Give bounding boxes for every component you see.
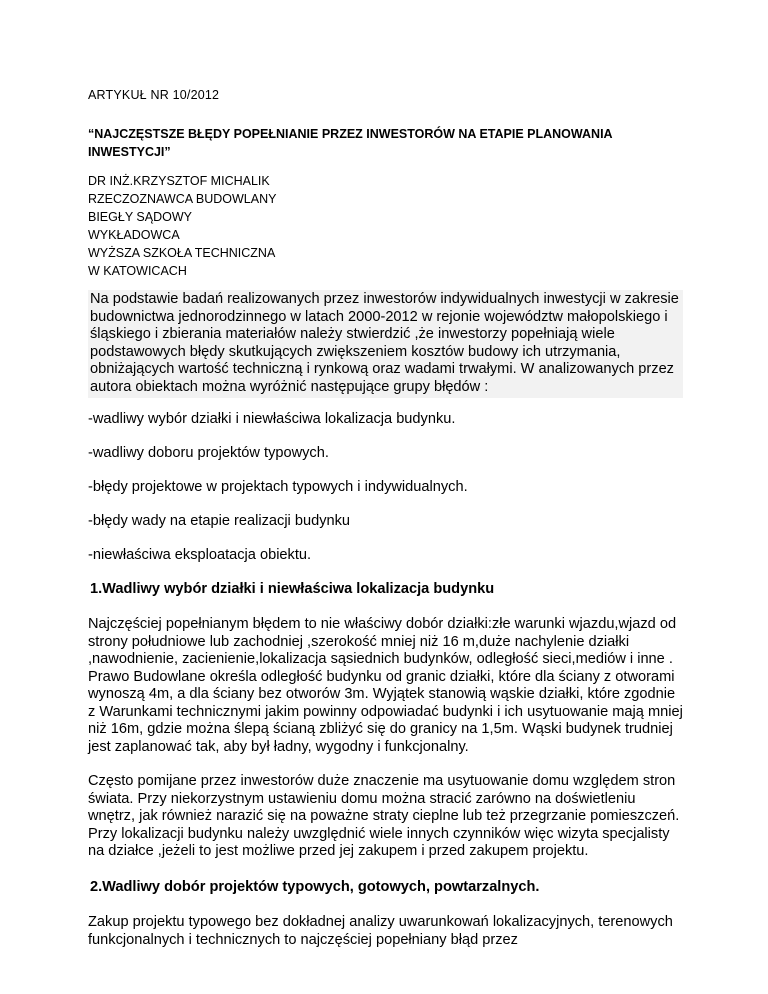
- author-line: RZECZOZNAWCA BUDOWLANY: [88, 192, 277, 206]
- list-item: -niewłaściwa eksploatacja obiektu.: [88, 547, 312, 563]
- author-line: BIEGŁY SĄDOWY: [88, 210, 192, 224]
- section-1-paragraph-1: Najczęściej popełnianym błędem to nie właściwy dobór działki:złe warunki wjazdu,wjazd od strony południowe lub zachodniej ,szerokość mniej niż 16 m,duże nachylenie działki ,nawodnienie, zacienienie,lokalizacja sąsiednich budynków, odległość sieci,mediów i inne . Prawo Budowlane określa odległość budynku od granic działki, które dla ściany z otworami wynoszą 4m, a dla ściany bez otworów 3m. Wyjątek stanowią wąskie działki, które zgodnie z Warunkami technicznymi jakim powinny odpowiadać budynki i ich usytuowanie mają mniej niż 16m, gdzie można ślepą ścianą zbliżyć się do granicy na 1,5m. Wąski budynek trudniej jest zaplanować tak, aby był ładny, wygodny i funkcjonalny.: [88, 616, 683, 755]
- author-line: WYŻSZA SZKOŁA TECHNICZNA: [88, 246, 276, 260]
- list-item: -wadliwy wybór działki i niewłaściwa lokalizacja budynku.: [88, 411, 456, 427]
- list-item: -błędy projektowe w projektach typowych i indywidualnych.: [88, 479, 468, 495]
- section-1-heading: 1.Wadliwy wybór działki i niewłaściwa lokalizacja budynku: [90, 581, 495, 597]
- list-item: -błędy wady na etapie realizacji budynku: [88, 513, 351, 529]
- article-title: “NAJCZĘSTSZE BŁĘDY POPEŁNIANIE PRZEZ INWESTORÓW NA ETAPIE PLANOWANIA INWESTYCJI”: [88, 127, 613, 159]
- section-1-paragraph-2: Często pomijane przez inwestorów duże znaczenie ma usytuowanie domu względem stron świata. Przy niekorzystnym ustawieniu domu można stracić zarówno na doświetleniu wnętrz, jak również narazić się na poważne straty cieplne lub też przegrzanie pomieszczeń. Przy lokalizacji budynku należy uwzględnić wiele innych czynników więc wizyta specjalisty na działce ,jeżeli to jest możliwe przed jej zakupem i przed zakupem projektu.: [88, 773, 680, 859]
- author-line: WYKŁADOWCA: [88, 228, 180, 242]
- author-line: W KATOWICACH: [88, 264, 187, 278]
- intro-paragraph: Na podstawie badań realizowanych przez inwestorów indywidualnych inwestycji w zakresie budownictwa jednorodzinnego w latach 2000-2012 w rejonie województw małopolskiego i śląskiego i zbierania materiałów należy stwierdzić ,że inwestorzy popełniają wiele podstawowych błędy skutkujących zwiększeniem kosztów budowy ich utrzymania, obniżających wartość techniczną i rynkową oraz wadami trwałymi. W analizowanych przez autora obiektach można wyróżnić następujące grupy błędów :: [88, 290, 683, 398]
- author-block: [88, 172, 276, 280]
- list-item: -wadliwy doboru projektów typowych.: [88, 445, 329, 461]
- section-2-heading: 2.Wadliwy dobór projektów typowych, gotowych, powtarzalnych.: [90, 879, 540, 895]
- section-2-paragraph: Zakup projektu typowego bez dokładnej analizy uwarunkowań lokalizacyjnych, terenowych funkcjonalnych i technicznych to najczęściej popełniany błąd przez: [88, 914, 673, 948]
- author-line: DR INŻ.KRZYSZTOF MICHALIK: [88, 174, 270, 188]
- article-number: ARTYKUŁ NR 10/2012: [88, 88, 220, 102]
